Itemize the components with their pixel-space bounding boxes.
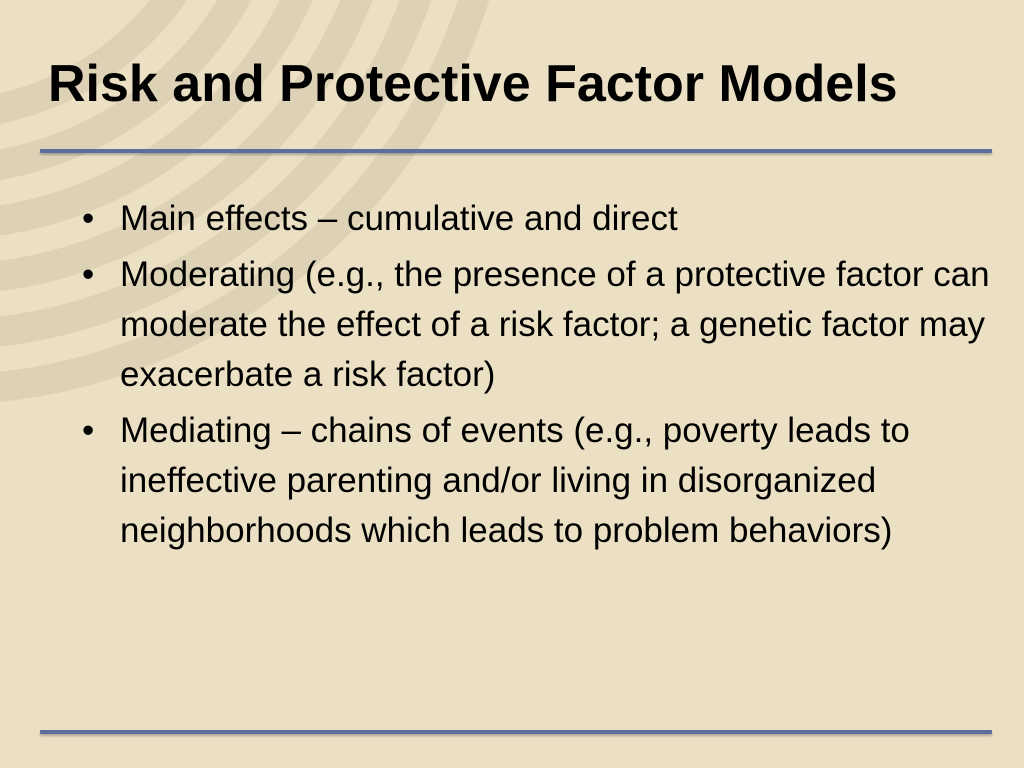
bullet-item-main-effects	[80, 194, 996, 244]
bullet-marker: •	[82, 199, 95, 238]
bullet-text: Moderating (e.g., the presence of a protective factor can moderate the effect of a risk factor; a genetic factor may exacerbate a risk factor)	[120, 255, 990, 394]
bullet-marker: •	[82, 411, 95, 450]
slide-title: Risk and Protective Factor Models	[48, 55, 898, 113]
bullet-text: Mediating – chains of events (e.g., poverty leads to ineffective parenting and/or living in disorganized neighborhoods which leads to problem behaviors)	[120, 411, 910, 550]
bullet-item-mediating	[80, 406, 996, 556]
bullet-marker: •	[82, 255, 95, 294]
bullet-text: Main effects – cumulative and direct	[120, 199, 678, 238]
footer-rule	[40, 730, 992, 734]
bullet-list	[80, 194, 996, 562]
bullet-item-moderating	[80, 250, 996, 400]
title-underline	[40, 149, 992, 153]
